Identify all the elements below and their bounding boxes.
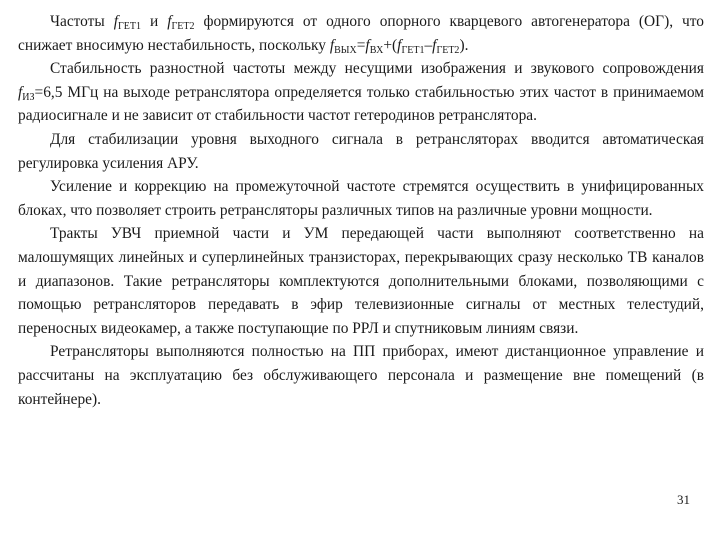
paragraph-3: Для стабилизации уровня выходного сигнала в ретрансляторах вводится автоматическая регулировка усиления АРУ. xyxy=(18,130,704,172)
frequency-symbol: f xyxy=(167,13,172,30)
subscript: ВЫХ xyxy=(334,44,357,56)
text-run: ). xyxy=(459,36,469,54)
subscript: ИЗ xyxy=(22,91,35,103)
paragraph-6: Ретрансляторы выполняются полностью на ПП приборах, имеют дистанционное управление и рассчитаны на эксплуатацию без обслуживающего персонала и размещение вне помещений (в контейнере). xyxy=(18,343,704,408)
frequency-symbol: f xyxy=(365,36,370,54)
paragraph-2 xyxy=(18,57,704,128)
document-body xyxy=(18,10,704,411)
text-run: и xyxy=(141,13,168,30)
frequency-symbol: f xyxy=(113,13,119,30)
frequency-symbol: f xyxy=(397,36,402,54)
text-run: Частоты xyxy=(50,13,114,30)
text-run: Стабильность разностной частоты между несущими изображения и звукового сопровождения xyxy=(50,60,704,78)
text-run: =6,5 МГц на выходе ретранслятора определяется только стабильностью этих частот в принимаемом радиосигнале и не зависит от стабильности частот гетеродинов ретранслятора. xyxy=(18,83,704,125)
text-run: формируются от одного опорного кварцевого автогенератора (ОГ), что снижает вносимую нестабильность, поскольку xyxy=(18,13,704,54)
paragraph-1 xyxy=(18,10,704,57)
frequency-symbol: f xyxy=(18,83,23,101)
text-run: – xyxy=(424,36,433,54)
frequency-symbol: f xyxy=(329,36,335,54)
subscript: ГЕТ1 xyxy=(401,44,425,56)
frequency-symbol: f xyxy=(432,36,437,54)
subscript: ГЕТ2 xyxy=(436,44,460,56)
text-run: = xyxy=(356,36,366,54)
paragraph-4: Усиление и коррекцию на промежуточной частоте стремятся осуществить в унифицированных блоках, что позволяет строить ретрансляторы различных типов на различные уровни мощности. xyxy=(18,178,704,219)
paragraph-5: Тракты УВЧ приемной части и УМ передающей части выполняют соответственно на малошумящих линейных и суперлинейных транзисторах, перекрывающих сразу несколько ТВ каналов и диапазонов. Такие ретрансляторы комплектуются дополнительными блоками, позволяющими с помощью ретрансляторов передавать в эфир телевизионные сигналы от местных телестудий, переносных видеокамер, а также поступающие по РРЛ и спутниковым линиям связи. xyxy=(18,225,704,337)
text-run: +( xyxy=(383,36,398,54)
page-number: 31 xyxy=(677,492,690,504)
subscript: ВХ xyxy=(369,44,384,56)
subscript: ГЕТ2 xyxy=(171,21,195,32)
subscript: ГЕТ1 xyxy=(118,21,142,32)
